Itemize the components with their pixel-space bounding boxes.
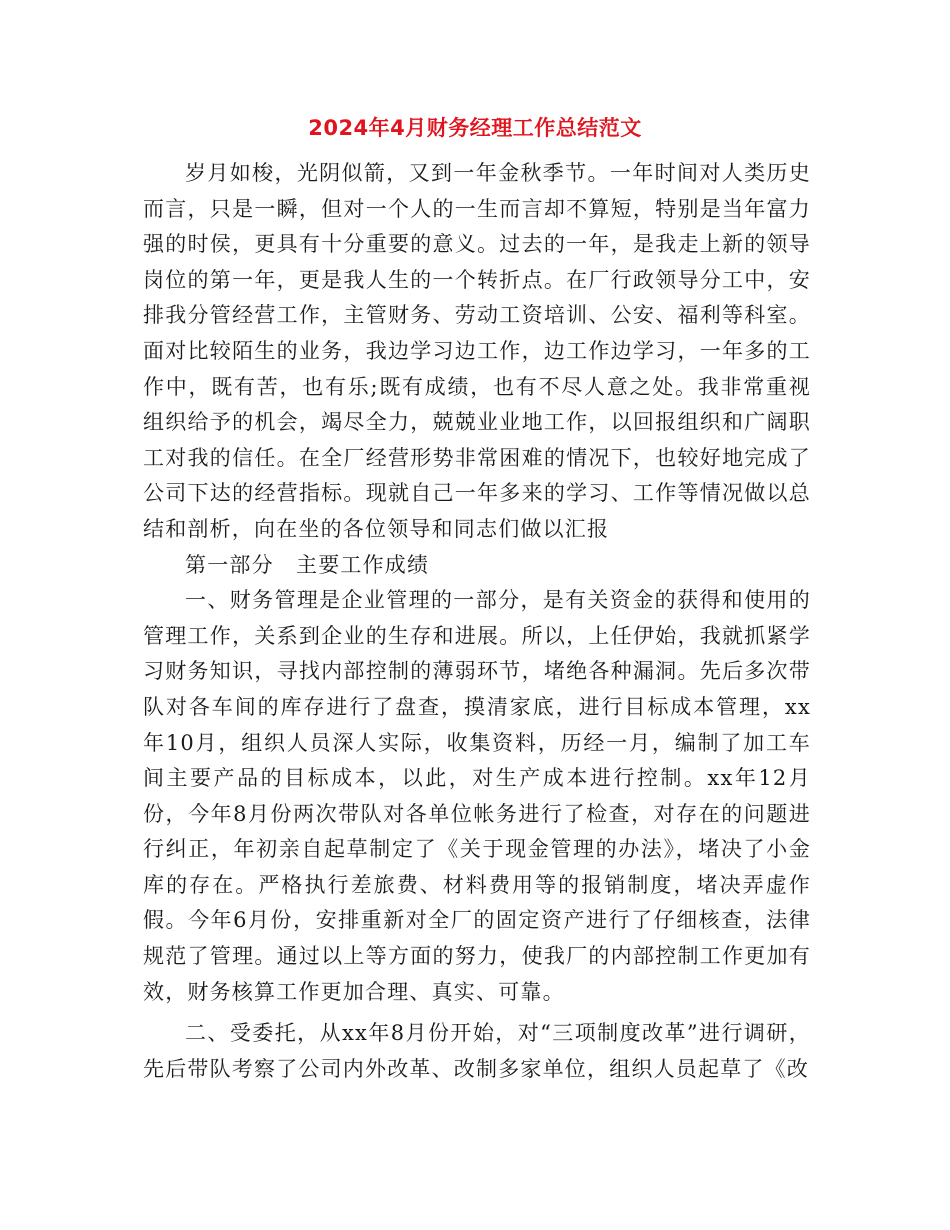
paragraph-reform: 二、受委托，从xx年8月份开始，对“三项制度改革”进行调研，先后带队考察了公司内外改革、改制多家单位，组织人员起草了《改 (143, 1021, 811, 1081)
section-heading: 第一部分 主要工作成绩 (185, 552, 430, 577)
document-title: 2024年4月财务经理工作总结范文 (308, 116, 642, 140)
paragraph-finance-management: 一、财务管理是企业管理的一部分，是有关资金的获得和使用的管理工作，关系到企业的生存和进展。所以，上任伊始，我就抓紧学习财务知识，寻找内部控制的薄弱环节，堵绝各种漏洞。先后多次带队对各车间的库存进行了盘查，摸清家底，进行目标成本管理，xx年10月，组织人员深人实际，收集资料，历经一月，编制了加工车间主要产品的目标成本，以此，对生产成本进行控制。xx年12月份，今年8月份两次带队对各单位帐务进行了检查，对存在的问题进行纠正，年初亲自起草制定了《关于现金管理的办法》，堵决了小金库的存在。严格执行差旅费、材料费用等的报销制度，堵决弄虚作假。今年6月份，安排重新对全厂的固定资产进行了仔细核查，法律规范了管理。通过以上等方面的努力，使我厂的内部控制工作更加有效，财务核算工作更加合理、真实、可靠。 (143, 588, 811, 1004)
intro-paragraph: 岁月如梭，光阴似箭，又到一年金秋季节。一年时间对人类历史而言，只是一瞬，但对一个人的一生而言却不算短，特别是当年富力强的时侯，更具有十分重要的意义。过去的一年，是我走上新的领导岗位的第一年，更是我人生的一个转折点。在厂行政领导分工中，安排我分管经营工作，主管财务、劳动工资培训、公安、福利等科室。面对比较陌生的业务，我边学习边工作，边工作边学习，一年多的工作中，既有苦，也有乐;既有成绩，也有不尽人意之处。我非常重视组织给予的机会，竭尽全力，兢兢业业地工作，以回报组织和广阔职工对我的信任。在全厂经营形势非常困难的情况下，也较好地完成了公司下达的经营指标。现就自己一年多来的学习、工作等情况做以总结和剖析，向在坐的各位领导和同志们做以汇报 (143, 161, 811, 541)
document-body (143, 156, 811, 1087)
